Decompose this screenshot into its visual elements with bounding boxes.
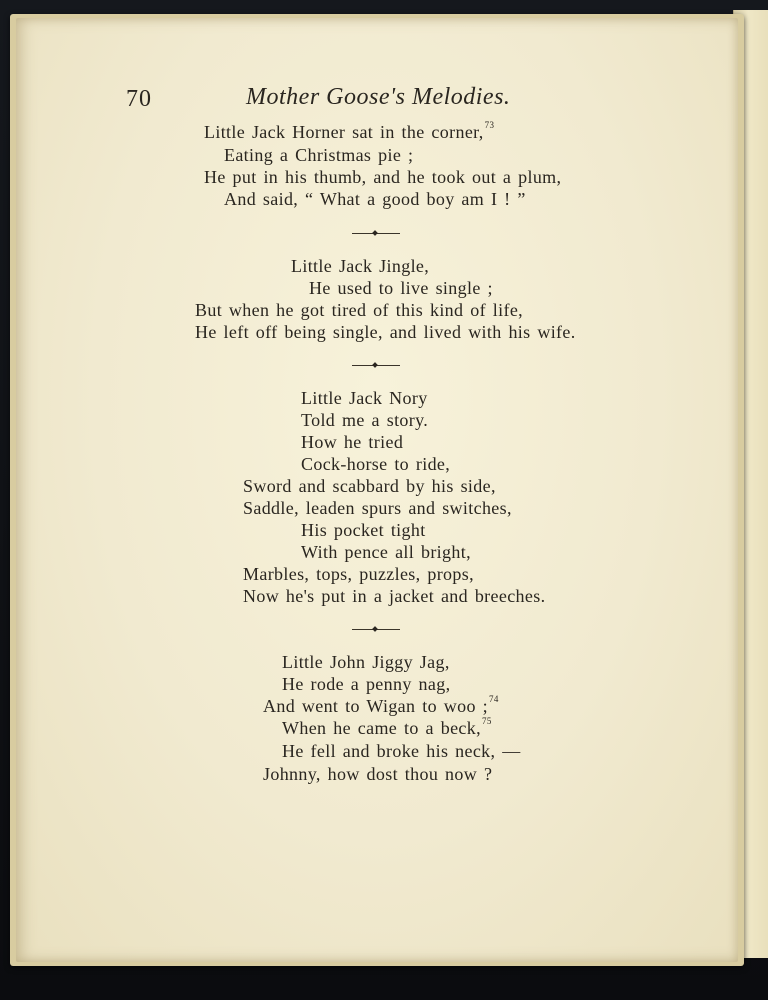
verse-line: When he came to a beck,$^{75}$ bbox=[282, 716, 492, 738]
verse-line: He put in his thumb, and he took out a plum, bbox=[204, 167, 562, 187]
verse-line: Eating a Christmas pie ; bbox=[224, 145, 414, 165]
verse-line: Cock-horse to ride, bbox=[301, 454, 451, 474]
verse-line: With pence all bright, bbox=[301, 542, 471, 562]
verse-line: He used to live single ; bbox=[309, 278, 493, 298]
verse-line: And said, “ What a good boy am I ! ” bbox=[224, 189, 526, 209]
verse-line: Little Jack Nory bbox=[301, 388, 428, 408]
section-divider bbox=[352, 230, 400, 236]
verse-line: How he tried bbox=[301, 432, 404, 452]
footnote-marker: 73 bbox=[484, 120, 495, 130]
verse-line: He left off being single, and lived with his wife. bbox=[195, 322, 576, 342]
section-divider bbox=[352, 362, 400, 368]
verse-line: Marbles, tops, puzzles, props, bbox=[243, 564, 474, 584]
verse-line: Sword and scabbard by his side, bbox=[243, 476, 496, 496]
verse-line: He rode a penny nag, bbox=[282, 674, 451, 694]
running-head: Mother Goose's Melodies. bbox=[246, 84, 511, 110]
footnote-marker: 75 bbox=[481, 716, 492, 726]
section-divider bbox=[352, 626, 400, 632]
verse-line: His pocket tight bbox=[301, 520, 426, 540]
verse-line: Saddle, leaden spurs and switches, bbox=[243, 498, 512, 518]
verse-line: And went to Wigan to woo ;$^{74}$ bbox=[263, 694, 499, 716]
verse-line: Told me a story. bbox=[301, 410, 429, 430]
page-number: 70 bbox=[126, 86, 152, 112]
verse-line: Johnny, how dost thou now ? bbox=[263, 764, 493, 784]
verse-line: Little Jack Horner sat in the corner,$^{73}$ bbox=[204, 120, 495, 142]
verse-line: Now he's put in a jacket and breeches. bbox=[243, 586, 546, 606]
footnote-marker: 74 bbox=[489, 694, 499, 704]
verse-line: Little Jack Jingle, bbox=[291, 256, 430, 276]
verse-line: Little John Jiggy Jag, bbox=[282, 652, 450, 672]
verse-line: He fell and broke his neck, — bbox=[282, 741, 521, 761]
verse-line: But when he got tired of this kind of life, bbox=[195, 300, 524, 320]
